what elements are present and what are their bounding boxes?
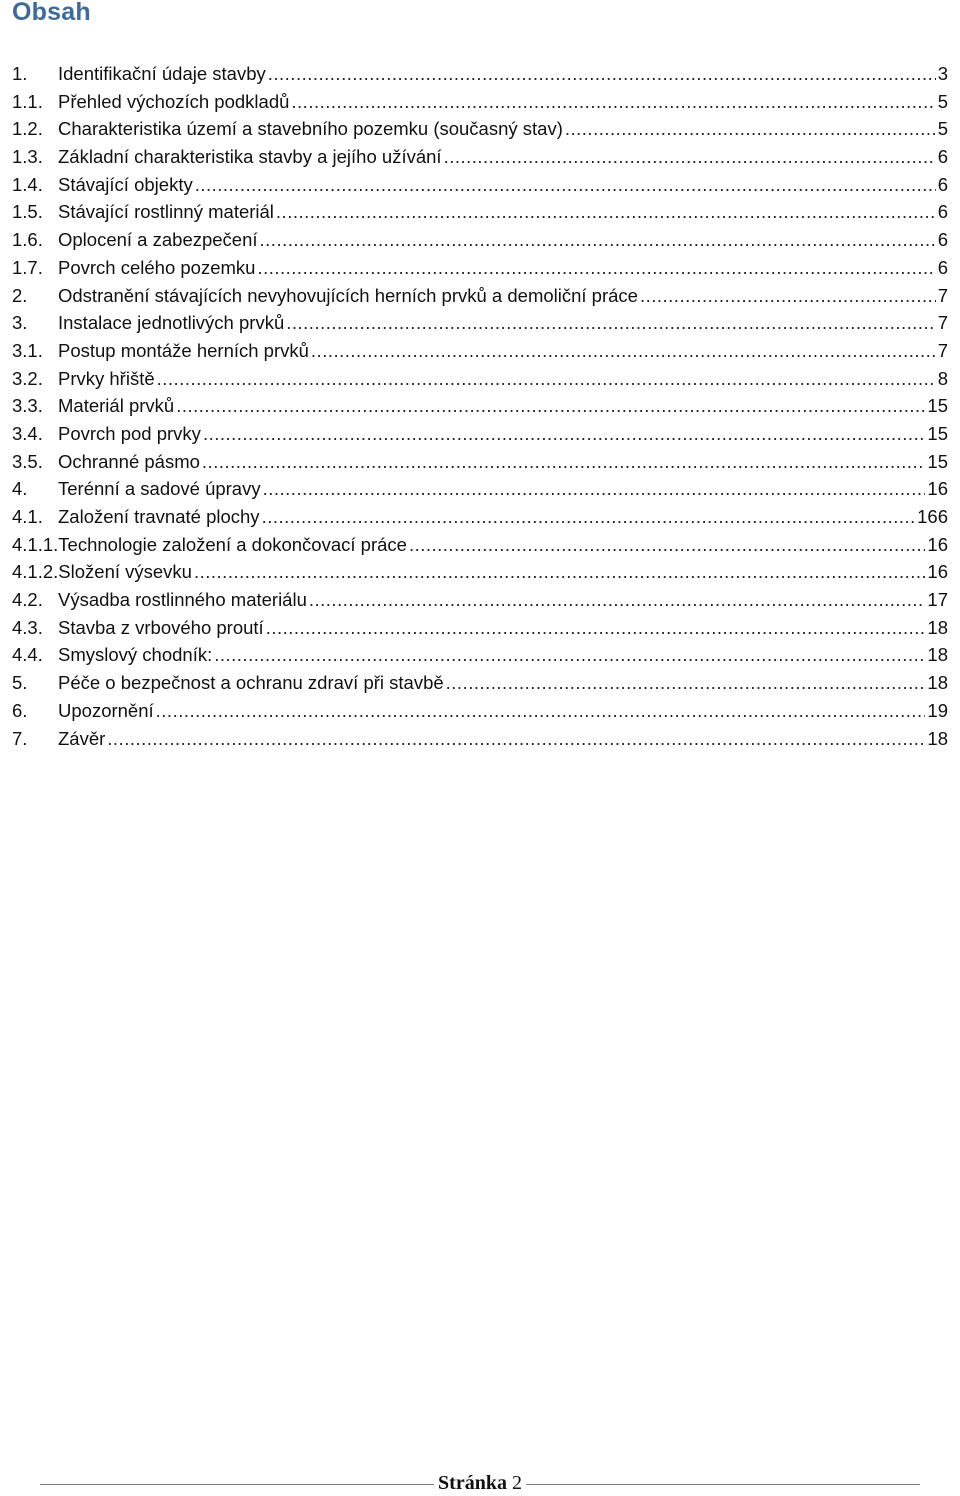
toc-entry-page: 3 — [937, 63, 948, 84]
toc-entry-page: 18 — [927, 644, 948, 666]
toc-entry[interactable] — [12, 392, 948, 420]
toc-entry-number: 1.6. — [12, 229, 43, 251]
toc-entry-title: Stavba z vrbového proutí — [58, 616, 264, 638]
toc-entry-title: Ochranné pásmo — [58, 450, 200, 472]
toc-entry[interactable] — [12, 503, 948, 531]
toc-entry-page: 8 — [937, 367, 948, 389]
toc-entry-title: Charakteristika území a stavebního pozemku (současný stav) — [58, 118, 563, 140]
toc-entry-page: 6 — [937, 256, 948, 278]
toc-entry-title: Povrch celého pozemku — [58, 256, 256, 278]
toc-entry[interactable] — [12, 697, 948, 725]
toc-entry-number: 3.5. — [12, 450, 43, 472]
toc-entry-page: 15 — [927, 450, 948, 472]
toc-entry-page: 5 — [937, 90, 948, 112]
toc-entry-title: Instalace jednotlivých prvků — [58, 312, 285, 334]
toc-entry[interactable] — [12, 337, 948, 365]
toc-entry-number: 5. — [12, 672, 28, 694]
toc-entry-page: 5 — [937, 118, 948, 140]
toc-entry-title: Založení travnaté plochy — [58, 506, 260, 527]
toc-entry-number: 7. — [12, 727, 28, 749]
toc-entry-number: 4.4. — [12, 644, 43, 666]
toc-entry-page: 15 — [927, 395, 948, 417]
toc-dot-leader — [262, 503, 916, 531]
toc-entry-page: 6 — [937, 173, 948, 195]
toc-entry[interactable] — [12, 309, 948, 337]
toc-entry[interactable] — [12, 88, 948, 116]
toc-entry-page: 18 — [927, 616, 948, 638]
toc-entry-title: Postup montáže herních prvků — [58, 339, 309, 361]
toc-entry-page: 166 — [917, 506, 948, 527]
toc-entry[interactable] — [12, 641, 948, 669]
toc-entry-page: 15 — [927, 422, 948, 444]
toc-entry[interactable] — [12, 448, 948, 476]
page-title: Obsah — [12, 0, 91, 26]
toc-entry-number: 2. — [12, 284, 28, 306]
toc-dot-leader — [276, 198, 936, 226]
toc-entry-title: Oplocení a zabezpečení — [58, 229, 258, 251]
toc-dot-leader — [446, 669, 926, 697]
toc-entry[interactable] — [12, 475, 948, 503]
toc-entry[interactable] — [12, 143, 948, 171]
toc-entry-number: 1. — [12, 63, 28, 84]
toc-dot-leader — [268, 60, 936, 88]
toc-entry[interactable] — [12, 586, 948, 614]
toc-dot-leader — [640, 282, 936, 310]
toc-entry-number: 1.4. — [12, 173, 43, 195]
toc-entry[interactable] — [12, 254, 948, 282]
toc-entry-title: Identifikační údaje stavby — [58, 63, 266, 84]
footer-page-number: 2 — [511, 1472, 522, 1494]
toc-entry-page: 6 — [937, 146, 948, 168]
toc-entry[interactable] — [12, 531, 948, 559]
toc-entry-number: 3. — [12, 312, 28, 334]
toc-dot-leader — [311, 337, 936, 365]
toc-entry-title: Smyslový chodník: — [58, 644, 213, 666]
toc-entry-number: 4. — [12, 478, 28, 500]
toc-dot-leader — [107, 725, 925, 753]
toc-entry-page: 18 — [927, 672, 948, 694]
toc-entry-number: 3.3. — [12, 395, 43, 417]
toc-entry-title: Stávající objekty — [58, 173, 193, 195]
toc-entry-number: 3.4. — [12, 422, 43, 444]
table-of-contents — [12, 60, 948, 752]
toc-entry-title: Technologie založení a dokončovací práce — [58, 533, 407, 555]
toc-dot-leader — [444, 143, 936, 171]
toc-entry-title: Materiál prvků — [58, 395, 175, 417]
toc-dot-leader — [257, 254, 935, 282]
toc-dot-leader — [203, 420, 925, 448]
toc-dot-leader — [286, 309, 935, 337]
toc-entry-title: Složení výsevku — [58, 561, 192, 583]
toc-dot-leader — [409, 531, 925, 559]
toc-dot-leader — [565, 115, 936, 143]
toc-dot-leader — [156, 697, 926, 725]
toc-entry-number: 1.3. — [12, 146, 43, 168]
toc-entry[interactable] — [12, 420, 948, 448]
toc-dot-leader — [195, 171, 936, 199]
toc-entry-title: Přehled výchozích podkladů — [58, 90, 290, 112]
toc-dot-leader — [202, 448, 926, 476]
toc-entry-number: 3.1. — [12, 339, 43, 361]
toc-dot-leader — [157, 365, 936, 393]
toc-entry[interactable] — [12, 282, 948, 310]
toc-entry-title: Terénní a sadové úpravy — [58, 478, 261, 500]
toc-dot-leader — [260, 226, 936, 254]
toc-entry[interactable] — [12, 669, 948, 697]
toc-entry-number: 4.2. — [12, 589, 43, 611]
toc-dot-leader — [214, 641, 925, 669]
toc-entry-number: 4.3. — [12, 616, 43, 638]
toc-entry-number: 4.1. — [12, 506, 43, 527]
toc-entry[interactable] — [12, 226, 948, 254]
toc-entry[interactable] — [12, 171, 948, 199]
toc-entry-page: 7 — [937, 312, 948, 334]
toc-entry[interactable] — [12, 614, 948, 642]
toc-dot-leader — [176, 392, 925, 420]
toc-entry-title: Odstranění stávajících nevyhovujících herních prvků a demoliční práce — [58, 284, 638, 306]
footer-page-label: Stránka — [438, 1472, 507, 1494]
toc-entry-title: Prvky hřiště — [58, 367, 155, 389]
toc-entry-page: 19 — [927, 699, 948, 721]
toc-entry-number: 1.7. — [12, 256, 43, 278]
toc-entry[interactable] — [12, 725, 948, 753]
toc-entry-number: 4.1.2. — [12, 561, 59, 583]
toc-entry[interactable] — [12, 558, 948, 586]
toc-entry-number: 4.1.1. — [12, 533, 59, 555]
toc-dot-leader — [291, 88, 935, 116]
page-footer — [0, 1470, 960, 1496]
toc-dot-leader — [263, 475, 926, 503]
toc-entry[interactable] — [12, 60, 948, 88]
toc-dot-leader — [194, 558, 925, 586]
toc-entry[interactable] — [12, 198, 948, 226]
toc-entry-title: Stávající rostlinný materiál — [58, 201, 274, 223]
toc-dot-leader — [309, 586, 926, 614]
toc-entry-title: Výsadba rostlinného materiálu — [58, 589, 307, 611]
toc-entry-page: 7 — [937, 339, 948, 361]
toc-entry-number: 1.5. — [12, 201, 43, 223]
toc-entry[interactable] — [12, 115, 948, 143]
toc-dot-leader — [266, 614, 926, 642]
toc-entry-page: 7 — [937, 284, 948, 306]
toc-entry-number: 3.2. — [12, 367, 43, 389]
toc-entry-page: 16 — [927, 533, 948, 555]
toc-entry-title: Upozornění — [58, 699, 154, 721]
toc-entry-title: Péče o bezpečnost a ochranu zdraví při stavbě — [58, 672, 444, 694]
toc-entry-title: Základní charakteristika stavby a jejího užívání — [58, 146, 442, 168]
toc-entry-page: 16 — [927, 478, 948, 500]
toc-entry-page: 16 — [927, 561, 948, 583]
toc-entry-page: 6 — [937, 201, 948, 223]
toc-entry-number: 1.1. — [12, 90, 43, 112]
toc-entry-number: 1.2. — [12, 118, 43, 140]
toc-entry-number: 6. — [12, 699, 28, 721]
toc-entry-page: 6 — [937, 229, 948, 251]
toc-entry-page: 17 — [927, 589, 948, 611]
toc-entry[interactable] — [12, 365, 948, 393]
toc-entry-page: 18 — [927, 727, 948, 749]
toc-entry-title: Závěr — [58, 727, 106, 749]
toc-entry-title: Povrch pod prvky — [58, 422, 201, 444]
